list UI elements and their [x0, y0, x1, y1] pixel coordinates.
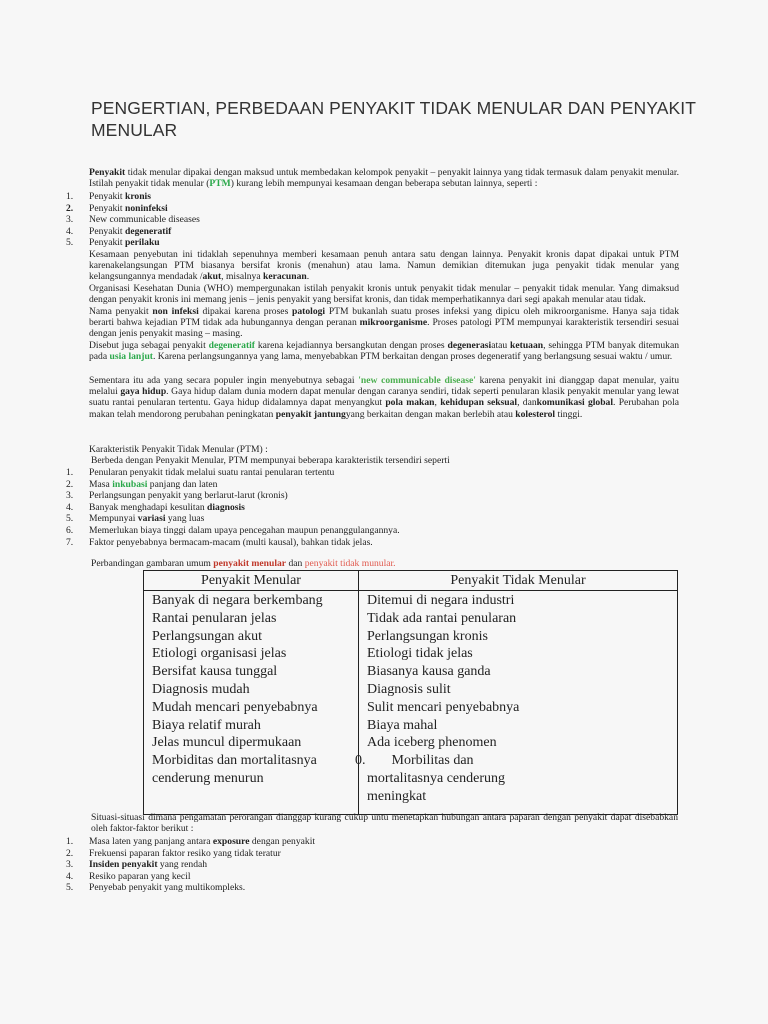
table-header-right: Penyakit Tidak Menular: [359, 571, 678, 591]
usia-lanjut-highlight: usia lanjut: [109, 351, 153, 363]
list-number: 5.: [66, 237, 74, 249]
characteristics-heading: Karakteristik Penyakit Tidak Menular (PTM) :: [89, 444, 268, 455]
table-line: Morbiditas dan mortalitasnya: [152, 753, 317, 769]
table-line: Biasanya kausa ganda: [367, 664, 491, 680]
paragraph-who: Organisasi Kesehatan Dunia (WHO) mempergunakan istilah penyakit kronis untuk penyakit tidak menular – penyakit tidak menular. Yang dimaksud dengan penyakit kronis ini memang jenis – jenis penyakit yang bersifat kronis, dan tidak memperhatikannya dari segi apakah menular atau tidak.: [89, 283, 679, 306]
table-line: Sulit mencari penyebabnya: [367, 699, 520, 715]
characteristics-intro: Berbeda dengan Penyakit Menular, PTM mempunyai beberapa karakteristik tersendiri seperti: [91, 455, 450, 466]
situasi-paragraph: Situasi-situasi dimana pengamatan perorangan dianggap kurang cukup untu menetapkan hubungan antara paparan dengan penyakit dapat disebabkan oleh faktor-faktor berikut :: [91, 812, 678, 835]
table-line: Bersifat kausa tunggal: [152, 664, 278, 680]
table-line: Biaya mahal: [367, 717, 438, 733]
table-line: Diagnosis mudah: [152, 681, 250, 697]
list-number: 4.: [66, 225, 74, 237]
list-number: 4.: [66, 501, 74, 513]
comparison-intro: Perbandingan gambaran umum penyakit menular dan penyakit tidak munular.: [91, 558, 396, 569]
table-line: Ada iceberg phenomen: [367, 735, 497, 751]
list-number: 3.: [66, 214, 74, 226]
table-row: [144, 591, 678, 815]
degeneratif-highlight: degeneratif: [208, 340, 255, 351]
list-number: 4.: [66, 870, 74, 882]
new-communicable-highlight: 'new communicable disease': [358, 375, 476, 386]
list-text: New communicable diseases: [89, 214, 200, 226]
list-number: 5.: [66, 513, 74, 525]
comparison-table: [143, 570, 678, 815]
list-number: 1.: [66, 467, 74, 478]
paragraph-non-infeksi: Nama penyakit non infeksi dipakai karena proses patologi PTM bukanlah suatu proses infeksi yang dipicu oleh mikroorganisme. Hanya saja tidak berarti bahwa kejadian PTM tidak ada hubungannya dengan peranan mikroorganisme. Proses patologi PTM mempunyai karakteristik tersendiri sesuai dengan jenis penyakit masing – masing.: [89, 306, 679, 340]
list-text: Penyakit degeneratif: [89, 225, 172, 237]
list-number: 6.: [66, 524, 74, 536]
list-text: Penyebab penyakit yang multikompleks.: [89, 882, 246, 894]
list-number: 2.: [66, 847, 74, 859]
table-line: Etiologi organisasi jelas: [152, 646, 287, 662]
paragraph-degeneratif: Disebut juga sebagai penyakit degeneratif karena kejadiannya bersangkutan dengan proses degenerasiatau ketuaan, sehingga PTM banyak ditemukan pada usia lanjut. Karena perlangsungannya yang lama, menyebabkan PTM berkaitan dengan proses degeneratif yang berlangsung sesuai waktu / umur.: [89, 340, 680, 363]
table-line: Tidak ada rantai penularan: [367, 610, 517, 626]
list-number: 7.: [66, 536, 74, 548]
list-number: 1.: [66, 836, 74, 847]
table-header-row: [144, 571, 678, 591]
list-text: Masa laten yang panjang antara exposure dengan penyakit: [89, 836, 316, 847]
list-number: 2.: [66, 478, 74, 490]
list-number: 1.: [66, 191, 74, 202]
list-number-fragment: 0.: [355, 753, 366, 769]
intro-text: tidak menular dipakai dengan maksud untuk membedakan kelompok penyakit – penyakit lainnya yang tidak termasuk dalam penyakit menular. Istilah penyakit tidak menular (: [89, 167, 679, 190]
inkubasi-highlight: inkubasi: [112, 478, 148, 490]
list-text: Faktor penyebabnya bermacam-macam (multi kausal), bahkan tidak jelas.: [89, 536, 373, 548]
table-line: Rantai penularan jelas: [152, 610, 277, 626]
list-number: 3.: [66, 490, 74, 502]
list-text: Penularan penyakit tidak melalui suatu rantai penularan tertentu: [89, 467, 335, 478]
table-line: Etiologi tidak jelas: [367, 646, 473, 662]
table-line: mortalitasnya cenderung: [367, 770, 506, 786]
intro-text-end: ) kurang lebih mempunyai kesamaan dengan beberapa sebutan lainnya, seperti :: [230, 178, 538, 190]
table-line: Biaya relatif murah: [152, 717, 261, 733]
intro-bold: Penyakit: [89, 167, 126, 178]
table-header-left: Penyakit Menular: [144, 571, 359, 591]
list-text: Mempunyai variasi yang luas: [89, 513, 205, 525]
penyakit-menular-highlight: penyakit menular: [213, 558, 287, 569]
table-line: Mudah mencari penyebabnya: [152, 699, 318, 715]
list-text: Penyakit kronis: [89, 191, 151, 202]
list-text: Perlangsungan penyakit yang berlarut-larut (kronis): [89, 490, 288, 502]
table-cell-tidak-menular: [355, 591, 678, 815]
table-line: Banyak di negara berkembang: [152, 593, 323, 608]
table-line: Diagnosis sulit: [367, 681, 451, 697]
list-text: Memerlukan biaya tinggi dalam upaya pencegahan maupun penanggulangannya.: [89, 524, 400, 536]
table-line: Perlangsungan akut: [152, 628, 263, 644]
paragraph-gaya-hidup: Sementara itu ada yang secara populer ingin menyebutnya sebagai 'new communicable disease' karena penyakit ini dianggap dapat menular, yaitu melalui gaya hidup. Gaya hidup dalam dunia modern dapat menular dengan caranya sendiri, tidak seperti penularan klasik penyakit menular yang lewat suatu rantai penularan tertentu. Gaya hidup didalamnya dapat menyangkut pola makan, kehidupan seksual, dankomunikasi global. Perubahan pola makan telah mendorong perubahan peningkatan penyakit jantungyang berkaitan dengan makan berlebih atau kolesterol tinggi.: [89, 375, 680, 420]
list-text: Penyakit perilaku: [89, 237, 160, 249]
table-line: Perlangsungan kronis: [367, 628, 488, 644]
table-line: Ditemui di negara industri: [367, 593, 515, 608]
list-text: Insiden penyakit yang rendah: [89, 859, 208, 871]
list-text: Banyak menghadapi kesulitan diagnosis: [89, 501, 245, 513]
table-cell-menular: [144, 591, 359, 815]
list-text: Penyakit noninfeksi: [89, 202, 168, 214]
list-number: 2.: [66, 202, 74, 214]
list-number: 3.: [66, 859, 74, 871]
table-line: meningkat: [367, 788, 427, 804]
penyakit-tidak-menular-highlight: penyakit tidak munular.: [304, 558, 396, 569]
list-text: Frekuensi paparan faktor resiko yang tidak teratur: [89, 847, 281, 859]
page-title: PENGERTIAN, PERBEDAAN PENYAKIT TIDAK MENULAR DAN PENYAKIT MENULAR: [91, 98, 696, 140]
ptm-highlight: PTM: [209, 178, 231, 190]
list-number: 5.: [66, 882, 74, 894]
table-line: cenderung menurun: [152, 770, 264, 786]
list-text: Resiko paparan yang kecil: [89, 870, 191, 882]
list-text: Masa inkubasi panjang dan laten: [89, 478, 218, 490]
paragraph-kesamaan: Kesamaan penyebutan ini tidaklah sepenuhnya memberi kesamaan penuh antara satu dengan lainnya. Penyakit kronis dapat dipakai untuk PTM karenakelangsungan PTM biasanya bersifat kronis (menahun) atau lama. Namun demikian ditemukan juga penyakit tidak menular yang kelangsungannya mendadak /akut, misalnya keracunan.: [89, 249, 679, 283]
intro-paragraph: [89, 167, 679, 189]
table-line: Jelas muncul dipermukaan: [152, 735, 302, 751]
table-line: 0. Morbilitas dan: [355, 753, 474, 769]
